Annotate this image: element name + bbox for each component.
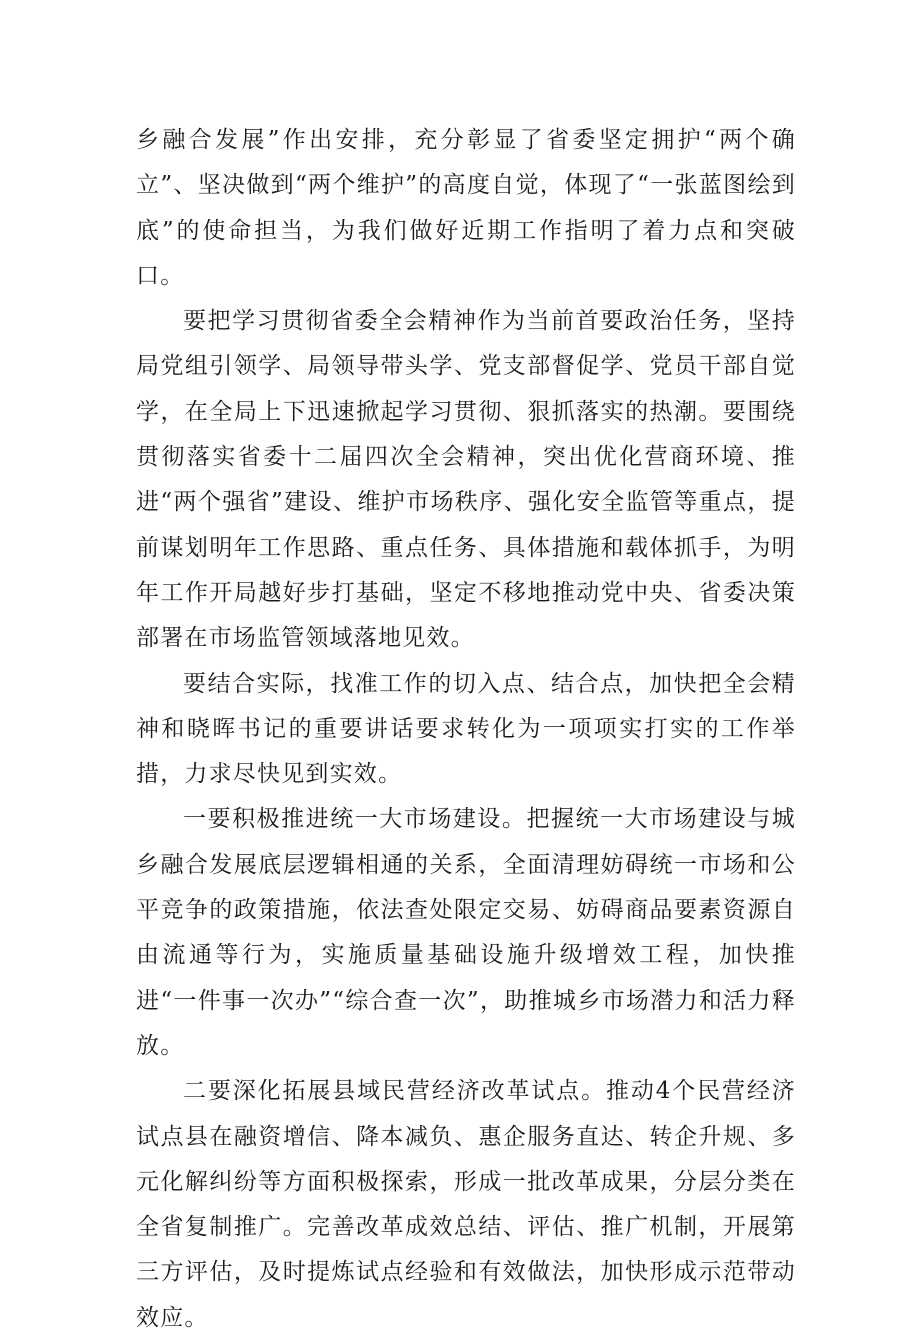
document-body: [136, 118, 796, 1341]
paragraph-2: 要把学习贯彻省委全会精神作为当前首要政治任务，坚持局党组引领学、局领导带头学、党支部督促学、党员干部自觉学，在全局上下迅速掀起学习贯彻、狠抓落实的热潮。要围绕贯彻落实省委十二届四次全会精神，突出优化营商环境、推进“两个强省”建设、维护市场秩序、强化安全监管等重点，提前谋划明年工作思路、重点任务、具体措施和载体抓手，为明年工作开局越好步打基础，坚定不移地推动党中央、省委决策部署在市场监管领域落地见效。: [136, 308, 796, 652]
paragraph-4: 一要积极推进统一大市场建设。把握统一大市场建设与城乡融合发展底层逻辑相通的关系，全面清理妨碍统一市场和公平竞争的政策措施，依法查处限定交易、妨碍商品要素资源自由流通等行为，实施质量基础设施升级增效工程，加快推进“一件事一次办”“综合查一次”，助推城乡市场潜力和活力释放。: [136, 806, 796, 1059]
paragraph-5: 二要深化拓展县域民营经济改革试点。推动4个民营经济试点县在融资增信、降本减负、惠企服务直达、转企升规、多元化解纠纷等方面积极探索，形成一批改革成果，分层分类在全省复制推广。完善改革成效总结、评估、推广机制，开展第三方评估，及时提炼试点经验和有效做法，加快形成示范带动效应。: [136, 1078, 796, 1331]
paragraph-1: 乡融合发展”作出安排，充分彰显了省委坚定拥护“两个确立”、坚决做到“两个维护”的高度自觉，体现了“一张蓝图绘到底”的使命担当，为我们做好近期工作指明了着力点和突破口。: [136, 127, 796, 289]
paragraph-3: 要结合实际，找准工作的切入点、结合点，加快把全会精神和晓晖书记的重要讲话要求转化为一项项实打实的工作举措，力求尽快见到实效。: [136, 670, 796, 788]
